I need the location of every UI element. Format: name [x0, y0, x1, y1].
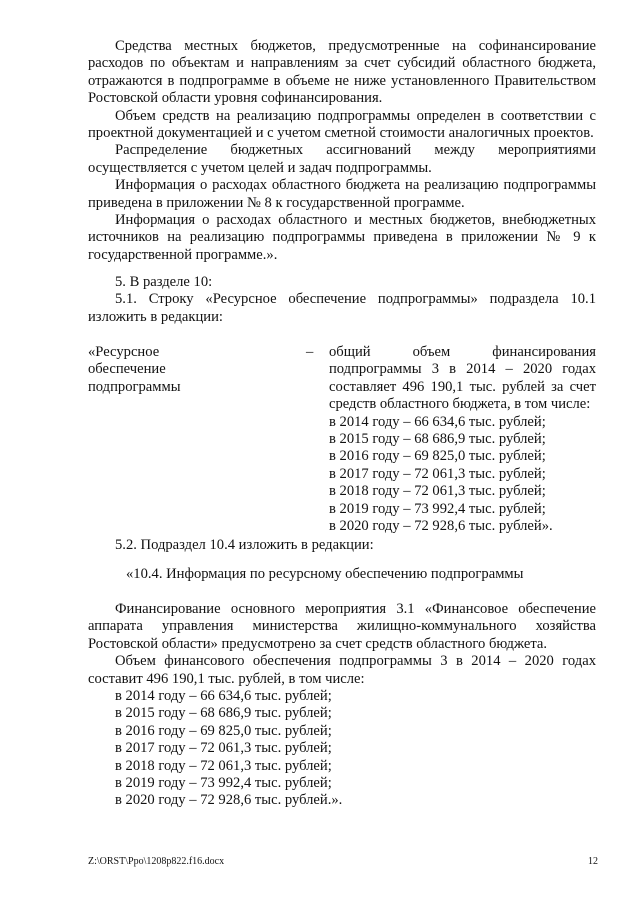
- resource-year-2017: в 2017 году – 72 061,3 тыс. рублей;: [329, 465, 546, 482]
- intro-section: [88, 38, 596, 264]
- item-5-1: 5.1. Строку «Ресурсное обеспечение подпрограммы» подраздела 10.1 изложить в редакции:: [88, 291, 596, 325]
- item-5-2: 5.2. Подраздел 10.4 изложить в редакции:: [115, 537, 374, 553]
- intro-paragraph-3: Распределение бюджетных ассигнований между мероприятиями осуществляется с учетом целей и задач подпрограммы.: [88, 142, 596, 176]
- financing-year-2018: в 2018 году – 72 061,3 тыс. рублей;: [115, 757, 332, 774]
- financing-year-2019: в 2019 году – 73 992,4 тыс. рублей;: [115, 775, 332, 792]
- section10: [88, 274, 596, 326]
- resource-row-total: общий объем финансирования подпрограммы 3 в 2014 – 2020 годах составляет 496 190,1 тыс. рублей за счет средств областного бюджета, в том числе:: [329, 344, 596, 413]
- financing-year-2017: в 2017 году – 72 061,3 тыс. рублей;: [115, 740, 332, 757]
- intro-paragraph-4: Информация о расходах областного бюджета на реализацию подпрограммы приведена в приложении № 8 к государственной программе.: [88, 177, 596, 211]
- resource-year-2020: в 2020 году – 72 928,6 тыс. рублей».: [329, 518, 553, 535]
- resource-row-body: [329, 344, 596, 535]
- footer-file-path: Z:\ORST\Ppo\1208p822.f16.docx: [88, 856, 225, 867]
- resource-row: [88, 344, 596, 535]
- subsection-title-block: [88, 566, 596, 583]
- financing-year-2015: в 2015 году – 68 686,9 тыс. рублей;: [115, 705, 332, 722]
- intro-paragraph-5: Информация о расходах областного и местных бюджетов, внебюджетных источников на реализацию подпрограммы приведена в приложении № 9 к государственной программе.».: [88, 212, 596, 263]
- resource-row-label: «Ресурсное обеспечение подпрограммы: [88, 344, 181, 395]
- financing-year-2016: в 2016 году – 69 825,0 тыс. рублей;: [115, 722, 332, 739]
- resource-row-dash: –: [306, 344, 314, 360]
- financing-year-2014: в 2014 году – 66 634,6 тыс. рублей;: [115, 688, 332, 705]
- section10-heading: 5. В разделе 10:: [115, 274, 213, 290]
- item-5-2-block: [88, 537, 596, 554]
- financing-section: [88, 601, 596, 810]
- resource-year-2015: в 2015 году – 68 686,9 тыс. рублей;: [329, 431, 546, 448]
- intro-paragraph-1: Средства местных бюджетов, предусмотренные на софинансирование расходов по объектам и направлениям за счет субсидий областного бюджета, отражаются в подпрограмме в объеме не ниже установленного Правительством Ростовской области уровня софинансирования.: [88, 38, 596, 107]
- resource-year-2018: в 2018 году – 72 061,3 тыс. рублей;: [329, 483, 546, 500]
- resource-year-2016: в 2016 году – 69 825,0 тыс. рублей;: [329, 448, 546, 465]
- subsection-title: «10.4. Информация по ресурсному обеспечению подпрограммы: [126, 566, 524, 582]
- financing-paragraph-2: Объем финансового обеспечения подпрограммы 3 в 2014 – 2020 годах составит 496 190,1 тыс. рублей, в том числе:: [88, 653, 596, 687]
- financing-years: [88, 688, 596, 810]
- footer-page-number: 12: [588, 856, 598, 867]
- intro-paragraph-2: Объем средств на реализацию подпрограммы определен в соответствии с проектной документацией и с учетом сметной стоимости аналогичных проектов.: [88, 107, 596, 142]
- financing-paragraph-1: Финансирование основного мероприятия 3.1 «Финансовое обеспечение аппарата управления министерства жилищно-коммунального хозяйства Ростовской области» предусмотрено за счет средств областного бюджета.: [88, 601, 596, 652]
- resource-row-years: [329, 414, 596, 536]
- resource-year-2014: в 2014 году – 66 634,6 тыс. рублей;: [329, 413, 546, 430]
- resource-year-2019: в 2019 году – 73 992,4 тыс. рублей;: [329, 500, 546, 517]
- financing-year-2020: в 2020 году – 72 928,6 тыс. рублей.».: [115, 792, 343, 809]
